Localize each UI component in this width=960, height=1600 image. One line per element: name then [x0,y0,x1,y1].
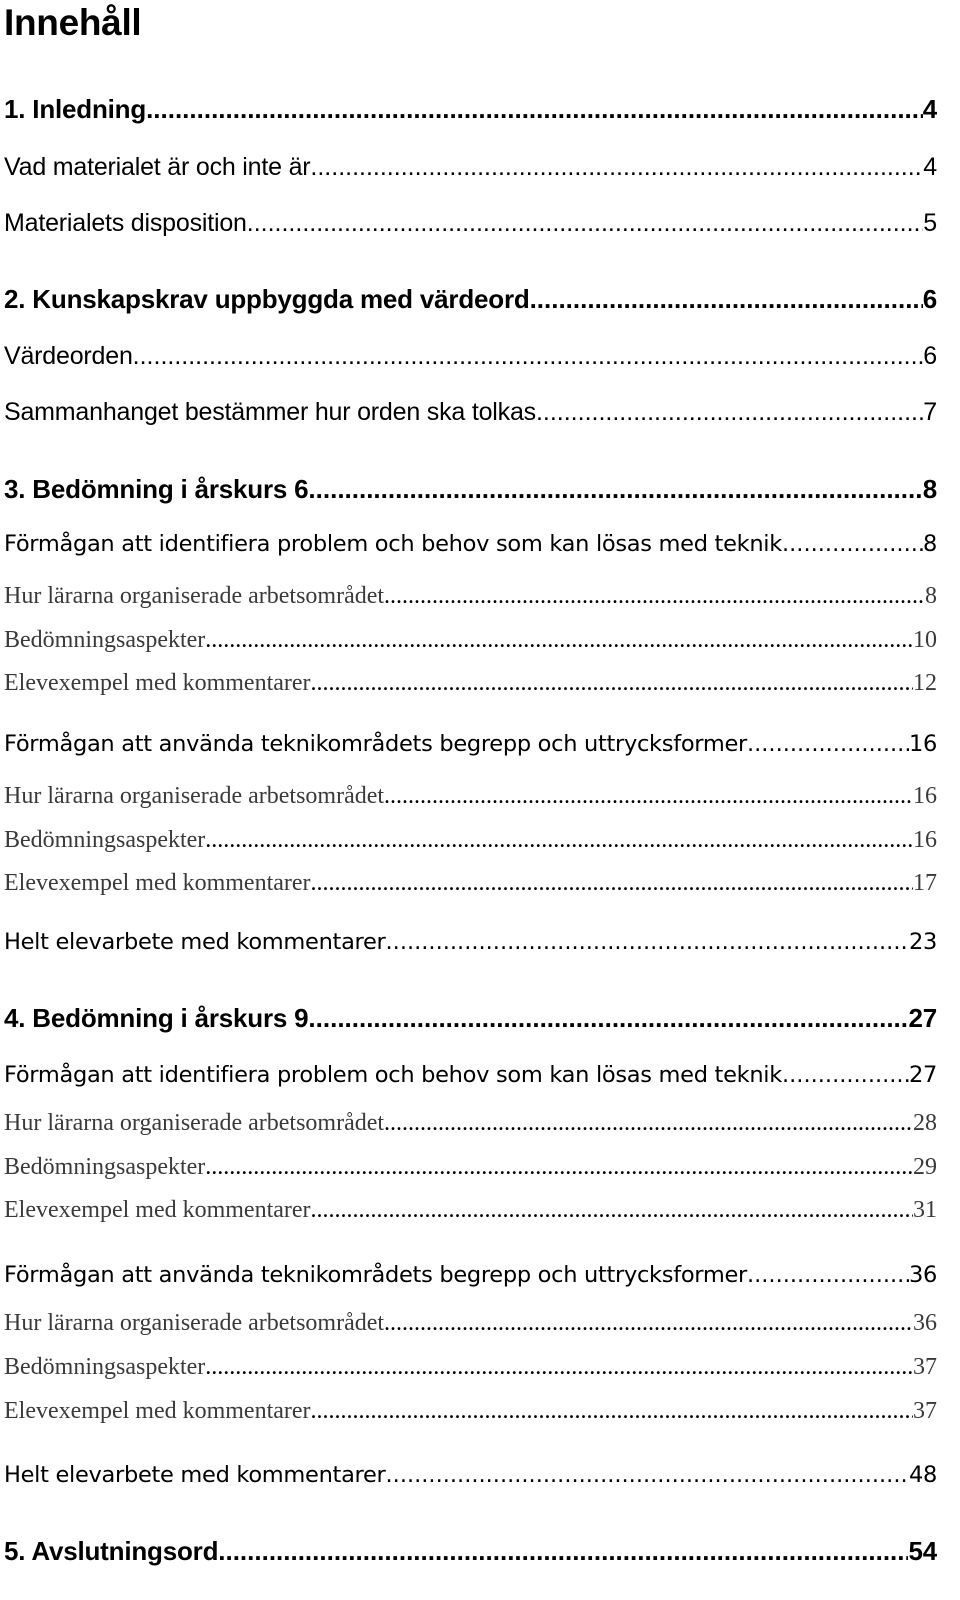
toc-entry-page: 8 [922,531,937,557]
toc-entry-subsection[interactable] [4,580,937,612]
page-title: Innehåll [4,2,142,43]
toc-entry-ability[interactable] [4,925,937,959]
toc-entry-label: Hur lärarna organiserade arbetsområdet [4,1110,385,1136]
toc-entry-page: 31 [913,1197,937,1223]
dot-leader [308,471,922,507]
dot-leader [146,91,923,127]
dot-leader [747,1258,909,1292]
toc-entry-page: 28 [913,1110,937,1136]
dot-leader [386,1458,909,1492]
dot-leader [308,1000,908,1036]
toc-entry-page: 27 [908,1003,937,1033]
toc-entry-page: 8 [925,583,937,609]
toc-entry-ability[interactable] [4,1258,937,1292]
toc-entry-subsection[interactable] [4,667,937,699]
toc-entry-subsection[interactable] [4,1351,937,1383]
toc-entry-label: 5. Avslutningsord [4,1536,219,1566]
toc-entry-label: 1. Inledning [4,94,147,124]
dot-leader [747,727,909,761]
toc-entry-label: Vad materialet är och inte är [4,153,311,181]
toc-entry-section[interactable] [4,395,937,429]
toc-entry-subsection[interactable] [4,824,937,856]
toc-entry-page: 10 [913,627,937,653]
toc-entry-chapter[interactable] [4,1000,937,1036]
toc-entry-subsection[interactable] [4,624,937,656]
toc-entry-page: 16 [913,783,937,809]
toc-entry-page: 6 [923,342,937,370]
toc-entry-page: 4 [923,153,937,181]
toc-entry-page: 5 [923,209,937,237]
toc-entry-section[interactable] [4,206,937,240]
toc-entry-subsection[interactable] [4,1151,937,1183]
toc-entry-label: Förmågan att använda teknikområdets begrepp och uttrycksformer [4,731,747,757]
toc-entry-label: Bedömningsaspekter [4,827,206,853]
dot-leader [311,667,913,699]
toc-entry-label: Elevexempel med kommentarer [4,670,311,696]
toc-entry-page: 6 [922,284,937,314]
dot-leader [205,624,913,656]
dot-leader [386,925,909,959]
toc-entry-page: 29 [913,1154,937,1180]
toc-entry-page: 48 [908,1462,937,1488]
toc-entry-ability[interactable] [4,527,937,561]
toc-entry-label: Bedömningsaspekter [4,1354,206,1380]
dot-leader [782,1058,909,1092]
dot-leader [782,527,923,561]
toc-entry-label: 3. Bedömning i årskurs 6 [4,474,309,504]
toc-entry-page: 36 [908,1262,937,1288]
dot-leader [536,395,923,429]
toc-entry-page: 17 [913,870,937,896]
toc-entry-label: Bedömningsaspekter [4,627,206,653]
toc-entry-label: 2. Kunskapskrav uppbyggda med värdeord [4,284,530,314]
toc-entry-page: 27 [908,1062,937,1088]
toc-entry-page: 23 [908,929,937,955]
toc-entry-page: 37 [913,1398,937,1424]
dot-leader [311,1194,913,1226]
toc-entry-chapter[interactable] [4,91,937,127]
toc-entry-chapter[interactable] [4,1533,937,1569]
toc-entry-label: Materialets disposition [4,209,247,237]
toc-entry-label: Hur lärarna organiserade arbetsområdet [4,583,385,609]
toc-entry-subsection[interactable] [4,780,937,812]
toc-entry-label: Elevexempel med kommentarer [4,870,311,896]
dot-leader [384,1307,913,1339]
toc-entry-page: 37 [913,1354,937,1380]
dot-leader [384,780,913,812]
dot-leader [384,1107,913,1139]
toc-entry-label: Hur lärarna organiserade arbetsområdet [4,1310,385,1336]
toc-entry-label: Elevexempel med kommentarer [4,1398,311,1424]
dot-leader [310,150,923,184]
toc-entry-page: 8 [922,474,937,504]
dot-leader [205,1351,913,1383]
toc-entry-subsection[interactable] [4,1395,937,1427]
dot-leader [218,1533,908,1569]
toc-entry-label: Helt elevarbete med kommentarer [4,929,386,955]
toc-entry-ability[interactable] [4,1058,937,1092]
toc-entry-subsection[interactable] [4,1107,937,1139]
toc-entry-page: 4 [922,94,937,124]
toc-entry-label: Förmågan att identifiera problem och behov som kan lösas med teknik [4,1062,782,1088]
toc-entry-ability[interactable] [4,727,937,761]
dot-leader [133,339,924,373]
toc-entry-ability[interactable] [4,1458,937,1492]
toc-entry-section[interactable] [4,150,937,184]
toc-entry-label: Bedömningsaspekter [4,1154,206,1180]
toc-entry-label: 4. Bedömning i årskurs 9 [4,1003,309,1033]
toc-entry-subsection[interactable] [4,1307,937,1339]
toc-entry-label: Förmågan att identifiera problem och behov som kan lösas med teknik [4,531,782,557]
dot-leader [311,1395,913,1427]
toc-entry-label: Hur lärarna organiserade arbetsområdet [4,783,385,809]
toc-entry-subsection[interactable] [4,867,937,899]
toc-entry-label: Värdeorden [4,342,133,370]
toc-entry-label: Helt elevarbete med kommentarer [4,1462,386,1488]
toc-entry-label: Sammanhanget bestämmer hur orden ska tolkas [4,398,536,426]
toc-entry-page: 54 [908,1536,937,1566]
toc-entry-page: 12 [913,670,937,696]
toc-entry-page: 16 [908,731,937,757]
dot-leader [311,867,913,899]
dot-leader [384,580,925,612]
toc-entry-page: 7 [923,398,937,426]
toc-entry-subsection[interactable] [4,1194,937,1226]
dot-leader [247,206,924,240]
toc-entry-label: Förmågan att använda teknikområdets begrepp och uttrycksformer [4,1262,747,1288]
toc-entry-chapter[interactable] [4,471,937,507]
dot-leader [205,824,913,856]
dot-leader [205,1151,913,1183]
toc-entry-page: 16 [913,827,937,853]
toc-entry-page: 36 [913,1310,937,1336]
toc-entry-section[interactable] [4,339,937,373]
toc-entry-label: Elevexempel med kommentarer [4,1197,311,1223]
toc-entry-chapter[interactable] [4,281,937,317]
dot-leader [530,281,923,317]
